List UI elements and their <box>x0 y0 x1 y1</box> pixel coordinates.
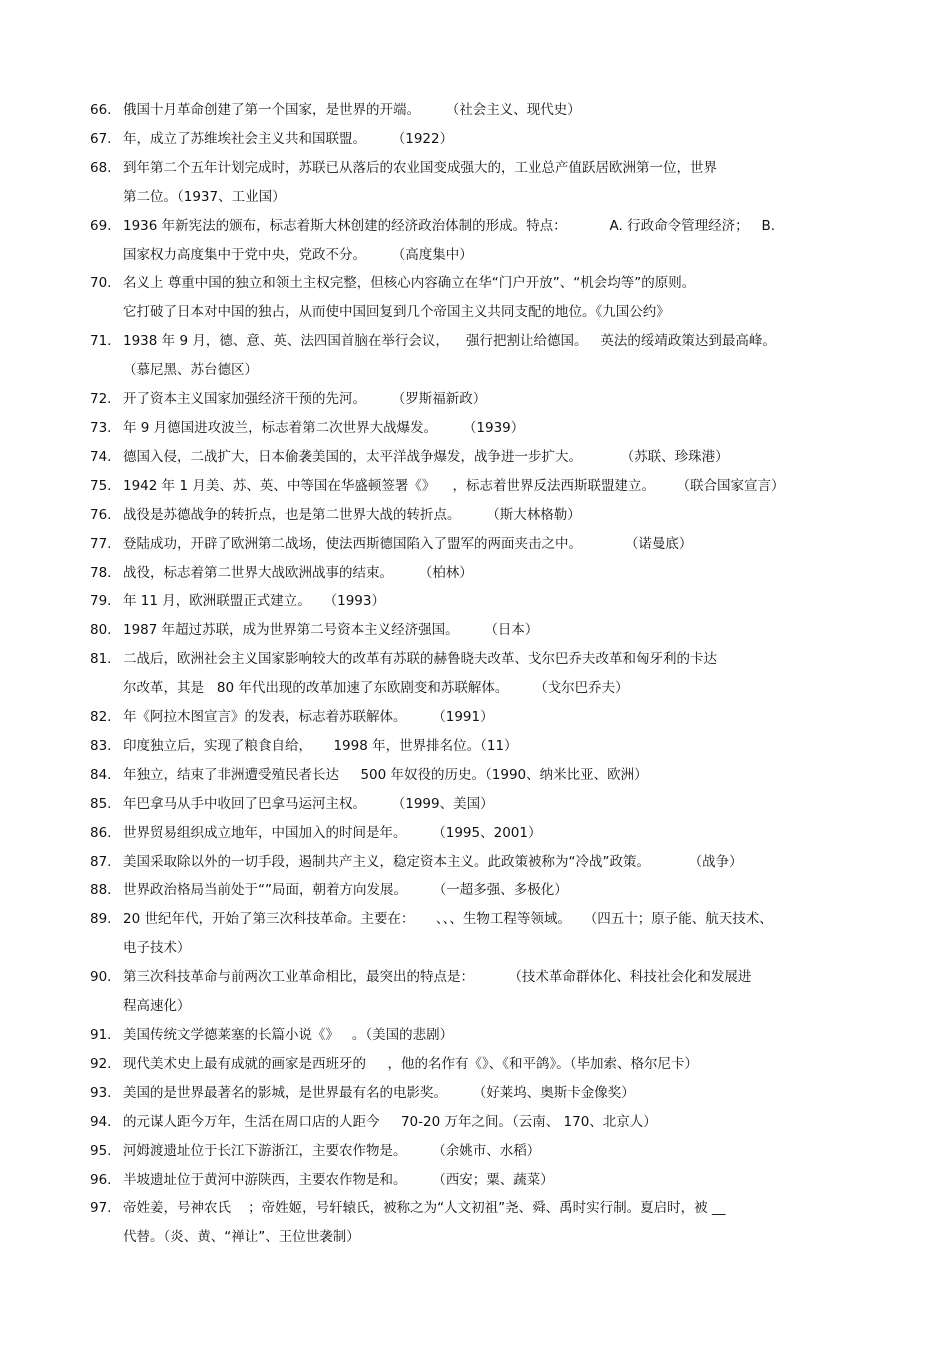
item-number: 96. <box>90 1171 112 1188</box>
item-text <box>123 1137 880 1166</box>
list-item <box>90 819 880 848</box>
item-text <box>123 1021 880 1050</box>
item-text <box>123 154 880 212</box>
item-number: 79. <box>90 593 112 610</box>
item-text-line: 美国的是世界最著名的影城，是世界最有名的电影奖。 （好莱坞、奥斯卡金像奖） <box>123 1084 635 1101</box>
list-item <box>90 472 880 501</box>
item-text-line: （慕尼黑、苏台德区） <box>123 362 258 379</box>
item-number: 76. <box>90 506 112 523</box>
item-number: 72. <box>90 391 112 408</box>
item-text-line: 俄国十月革命创建了第一个国家，是世界的开端。 （社会主义、现代史） <box>123 102 581 118</box>
item-number: 74. <box>90 448 112 465</box>
item-number: 93. <box>90 1084 112 1101</box>
item-text <box>123 761 880 790</box>
item-text-line: 1942 年 1 月美、苏、英、中等国在华盛顿签署《》 ，标志着世界反法西斯联盟建立。 （联合国家宣言） <box>123 477 785 494</box>
item-text-line: 年巴拿马从手中收回了巴拿马运河主权。 （1999、美国） <box>123 795 494 812</box>
item-text <box>123 645 880 703</box>
item-text <box>123 559 880 588</box>
item-text-line: 的元谋人距今万年，生活在周口店的人距今 70-20 万年之间。（云南、 170、北京人） <box>123 1113 657 1130</box>
list-item <box>90 587 880 616</box>
item-number: 87. <box>90 853 112 870</box>
item-number: 86. <box>90 824 112 841</box>
list-item <box>90 732 880 761</box>
item-number: 73. <box>90 419 112 436</box>
item-text-line: 年《阿拉木图宣言》的发表，标志着苏联解体。 （1991） <box>123 709 494 726</box>
list-item <box>90 703 880 732</box>
list-item <box>90 96 880 125</box>
item-text-line: 1938 年 9 月，德、意、英、法四国首脑在举行会议， 强行把割让给德国。 英法的绥靖政策达到最高峰。 <box>123 333 776 350</box>
item-text-line: 到年第二个五年计划完成时，苏联已从落后的农业国变成强大的，工业总产值跃居欧洲第一位，世界 <box>123 159 717 176</box>
item-number: 80. <box>90 622 112 639</box>
item-text <box>123 212 880 270</box>
item-text-line: 美国采取除以外的一切手段，遏制共产主义，稳定资本主义。此政策被称为“冷战”政策。 （战争） <box>123 853 743 870</box>
item-number: 91. <box>90 1027 112 1043</box>
item-text-line: 世界政治格局当前处于“”局面，朝着方向发展。 （一超多强、多极化） <box>123 882 568 899</box>
list-item <box>90 385 880 414</box>
item-number: 69. <box>90 217 112 234</box>
item-text-line: 国家权力高度集中于党中央，党政不分。 （高度集中） <box>123 246 473 263</box>
item-text-line: 德国入侵，二战扩大，日本偷袭美国的，太平洋战争爆发，战争进一步扩大。 （苏联、珍珠港） <box>123 448 729 465</box>
item-number: 94. <box>90 1113 112 1130</box>
question-list <box>90 96 880 1252</box>
item-text-line: 年，成立了苏维埃社会主义共和国联盟。 （1922） <box>123 130 454 147</box>
list-item <box>90 905 880 963</box>
item-number: 77. <box>90 535 112 552</box>
item-text-line: 印度独立后，实现了粮食自给， 1998 年，世界排名位。（11） <box>123 737 518 754</box>
item-number: 68. <box>90 159 112 176</box>
item-text <box>123 848 880 877</box>
item-text <box>123 414 880 443</box>
item-text-line: 年 11 月，欧洲联盟正式建立。 （1993） <box>123 593 385 610</box>
item-text <box>123 732 880 761</box>
item-text <box>123 587 880 616</box>
list-item <box>90 1194 880 1252</box>
list-item <box>90 443 880 472</box>
item-text <box>123 1050 880 1079</box>
item-text-line: 现代美术史上最有成就的画家是西班牙的 ，他的名作有《》、《和平鸽》。（毕加索、格尔尼卡） <box>123 1055 698 1072</box>
list-item <box>90 414 880 443</box>
item-text <box>123 703 880 732</box>
item-number: 83. <box>90 737 112 754</box>
item-number: 92. <box>90 1055 112 1072</box>
item-text-line: 1987 年超过苏联，成为世界第二号资本主义经济强国。 （日本） <box>123 622 539 639</box>
list-item <box>90 790 880 819</box>
item-text-line: 开了资本主义国家加强经济干预的先河。 （罗斯福新政） <box>123 391 487 408</box>
item-text-line: 世界贸易组织成立地年，中国加入的时间是年。 （1995、2001） <box>123 824 542 841</box>
item-text <box>123 327 880 385</box>
item-text <box>123 905 880 963</box>
list-item <box>90 212 880 270</box>
item-text-line: 美国传统文学德莱塞的长篇小说《》 。（美国的悲剧） <box>123 1027 454 1043</box>
item-text-line: 战役，标志着第二世界大战欧洲战事的结束。 （柏林） <box>123 564 473 581</box>
item-text-line: 年 9 月德国进攻波兰，标志着第二次世界大战爆发。 （1939） <box>123 419 525 436</box>
item-text-line: 代替。（炎、黄、“禅让”、王位世袭制） <box>123 1229 360 1246</box>
item-text-line: 20 世纪年代，开始了第三次科技革命。主要在： 、、、生物工程等领域。 （四五十；原子能、航天技术、 <box>123 911 773 928</box>
item-number: 75. <box>90 477 112 494</box>
list-item <box>90 1050 880 1079</box>
list-item <box>90 616 880 645</box>
item-text-line: 电子技术） <box>123 940 191 957</box>
list-item <box>90 1021 880 1050</box>
item-text-line: 二战后，欧洲社会主义国家影响较大的改革有苏联的赫鲁晓夫改革、戈尔巴乔夫改革和匈牙利的卡达 <box>123 651 717 668</box>
item-text <box>123 530 880 559</box>
list-item <box>90 761 880 790</box>
item-text-line: 登陆成功，开辟了欧洲第二战场，使法西斯德国陷入了盟军的两面夹击之中。 （诺曼底） <box>123 535 693 552</box>
item-text-line: 名义上 尊重中国的独立和领土主权完整，但核心内容确立在华“门户开放”、“机会均等”的原则。 <box>123 275 696 292</box>
item-text <box>123 96 880 125</box>
list-item <box>90 1166 880 1195</box>
list-item <box>90 125 880 154</box>
item-text <box>123 790 880 819</box>
list-item <box>90 1137 880 1166</box>
item-text-line: 程高速化） <box>123 998 191 1015</box>
item-text-line: 年独立，结束了非洲遭受殖民者长达 500 年奴役的历史。（1990、纳米比亚、欧洲） <box>123 766 648 783</box>
item-text-line: 战役是苏德战争的转折点，也是第二世界大战的转折点。 （斯大林格勒） <box>123 506 581 523</box>
list-item <box>90 501 880 530</box>
list-item <box>90 645 880 703</box>
item-text <box>123 269 880 327</box>
item-number: 67. <box>90 130 112 147</box>
item-number: 90. <box>90 969 112 986</box>
item-text <box>123 125 880 154</box>
item-text <box>123 1194 880 1252</box>
item-text <box>123 616 880 645</box>
item-number: 82. <box>90 709 112 726</box>
item-number: 78. <box>90 564 112 581</box>
item-number: 88. <box>90 882 112 899</box>
item-text-line: 河姆渡遗址位于长江下游浙江，主要农作物是。 （余姚市、水稻） <box>123 1142 541 1159</box>
item-number: 89. <box>90 911 112 928</box>
item-text <box>123 1166 880 1195</box>
item-number: 84. <box>90 766 112 783</box>
item-number: 97. <box>90 1200 112 1217</box>
item-number: 71. <box>90 333 112 350</box>
list-item <box>90 1108 880 1137</box>
item-number: 95. <box>90 1142 112 1159</box>
item-text <box>123 443 880 472</box>
item-text-line: 半坡遗址位于黄河中游陕西，主要农作物是和。 （西安；粟、蔬菜） <box>123 1171 554 1188</box>
list-item <box>90 963 880 1021</box>
list-item <box>90 876 880 905</box>
item-text <box>123 876 880 905</box>
item-text-line: 1936 年新宪法的颁布，标志着斯大林创建的经济政治体制的形成。特点： A. 行政命令管理经济； B. <box>123 217 776 234</box>
item-text-line: 第二位。（1937、工业国） <box>123 188 286 205</box>
list-item <box>90 269 880 327</box>
list-item <box>90 848 880 877</box>
item-number: 70. <box>90 275 112 292</box>
list-item <box>90 154 880 212</box>
item-text-line: 尔改革，其是 80 年代出现的改革加速了东欧剧变和苏联解体。 （戈尔巴乔夫） <box>123 680 629 697</box>
item-number: 85. <box>90 795 112 812</box>
list-item <box>90 327 880 385</box>
item-text <box>123 1108 880 1137</box>
item-text <box>123 385 880 414</box>
list-item <box>90 530 880 559</box>
item-text <box>123 963 880 1021</box>
item-text <box>123 501 880 530</box>
item-text-line: 它打破了日本对中国的独占，从而使中国回复到几个帝国主义共同支配的地位。《九国公约》 <box>123 304 670 321</box>
list-item <box>90 1079 880 1108</box>
item-text <box>123 819 880 848</box>
list-item <box>90 559 880 588</box>
item-text-line: 帝姓姜，号神农氏 ；帝姓姬，号轩辕氏，被称之为“人文初祖”尧、舜、禹时实行制。夏启时，被 __ <box>123 1200 726 1217</box>
item-text-line: 第三次科技革命与前两次工业革命相比，最突出的特点是： （技术革命群体化、科技社会化和发展进 <box>123 969 752 986</box>
item-text <box>123 1079 880 1108</box>
item-number: 66. <box>90 102 112 118</box>
item-text <box>123 472 880 501</box>
item-number: 81. <box>90 651 112 668</box>
